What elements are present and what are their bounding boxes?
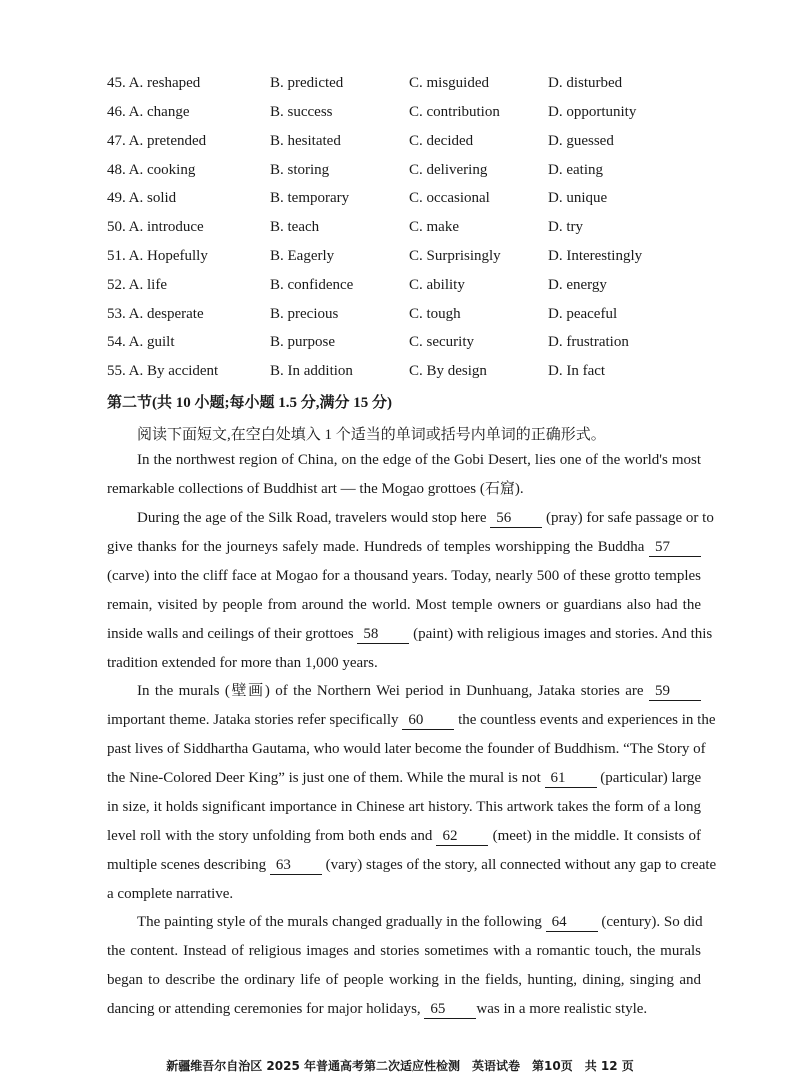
option-c: C. By design xyxy=(409,363,487,379)
text-line: remain, visited by people from around the world. Most temple owners or guardians also had the xyxy=(107,597,701,613)
option-c: C. occasional xyxy=(409,190,490,206)
option-b: B. In addition xyxy=(270,363,353,379)
option-row-49 xyxy=(107,190,707,218)
option-row-47 xyxy=(107,133,707,161)
option-d: D. frustration xyxy=(548,334,629,350)
text: (pray) for safe passage or to xyxy=(546,510,714,526)
option-row-46 xyxy=(107,104,707,132)
option-a: 50. A. introduce xyxy=(107,219,204,235)
text-line: a complete narrative. xyxy=(107,886,234,902)
blank-60[interactable]: 60 xyxy=(402,712,454,730)
option-d: D. Interestingly xyxy=(548,248,643,264)
text-line: remarkable collections of Buddhist art — the Mogao grottoes (石窟). xyxy=(107,481,524,497)
text: During the age of the Silk Road, travelers would stop here xyxy=(137,510,487,526)
option-c: C. ability xyxy=(409,277,465,293)
option-b: B. predicted xyxy=(270,75,344,91)
option-row-54 xyxy=(107,334,707,362)
option-b: B. Eagerly xyxy=(270,248,335,264)
text: (century). So did xyxy=(601,914,703,930)
option-c: C. tough xyxy=(409,306,461,322)
text-line xyxy=(107,706,716,735)
option-d: D. try xyxy=(548,219,583,235)
text: (paint) with religious images and stories. And this xyxy=(413,626,713,642)
text-line: began to describe the ordinary life of people working in the fields, hunting, dining, singing and xyxy=(107,972,701,988)
section-heading: 第二节(共 10 小题;每小题 1.5 分,满分 15 分) xyxy=(107,395,392,411)
option-row-53 xyxy=(107,306,707,334)
option-c: C. decided xyxy=(409,133,474,149)
text: the countless events and experiences in the xyxy=(458,712,716,728)
option-a: 48. A. cooking xyxy=(107,162,196,178)
option-b: B. teach xyxy=(270,219,320,235)
text: In the murals (壁画) of the Northern Wei period in Dunhuang, Jataka stories are xyxy=(137,683,644,699)
text-line xyxy=(107,908,701,937)
section-instruction: 阅读下面短文,在空白处填入 1 个适当的单词或括号内单词的正确形式。 xyxy=(137,427,606,443)
text-line xyxy=(107,851,717,880)
option-b: B. success xyxy=(270,104,333,120)
option-a: 51. A. Hopefully xyxy=(107,248,208,264)
option-row-48 xyxy=(107,162,707,190)
text: the Nine-Colored Deer King” is just one of them. While the mural is not xyxy=(107,770,541,786)
option-d: D. guessed xyxy=(548,133,614,149)
text: multiple scenes describing xyxy=(107,857,267,873)
option-row-50 xyxy=(107,219,707,247)
option-a: 45. A. reshaped xyxy=(107,75,201,91)
text-line xyxy=(107,620,713,649)
option-c: C. make xyxy=(409,219,459,235)
blank-56[interactable]: 56 xyxy=(490,510,542,528)
option-d: D. peaceful xyxy=(548,306,618,322)
paragraph-3 xyxy=(107,677,717,909)
option-a: 46. A. change xyxy=(107,104,190,120)
option-d: D. opportunity xyxy=(548,104,637,120)
text: inside walls and ceilings of their grottoes xyxy=(107,626,354,642)
blank-65[interactable]: 65 xyxy=(424,1001,476,1019)
text-line xyxy=(107,533,701,562)
option-a: 49. A. solid xyxy=(107,190,177,206)
text: (vary) stages of the story, all connected without any gap to create xyxy=(325,857,717,873)
option-a: 47. A. pretended xyxy=(107,133,207,149)
blank-64[interactable]: 64 xyxy=(546,914,598,932)
text-line xyxy=(107,504,714,533)
text: The painting style of the murals changed gradually in the following xyxy=(137,914,542,930)
option-d: D. disturbed xyxy=(548,75,623,91)
option-row-51 xyxy=(107,248,707,276)
text-line: past lives of Siddhartha Gautama, who would later become the founder of Buddhism. “The Story of xyxy=(107,741,706,757)
text-line: In the northwest region of China, on the edge of the Gobi Desert, lies one of the world's most xyxy=(137,452,701,468)
option-c: C. misguided xyxy=(409,75,490,91)
option-a: 54. A. guilt xyxy=(107,334,175,350)
option-row-52 xyxy=(107,277,707,305)
text: important theme. Jataka stories refer specifically xyxy=(107,712,399,728)
blank-61[interactable]: 61 xyxy=(545,770,597,788)
text: was in a more realistic style. xyxy=(476,1001,648,1017)
text-line: tradition extended for more than 1,000 years. xyxy=(107,655,378,671)
text-line xyxy=(107,764,701,793)
text-line xyxy=(107,677,701,706)
option-c: C. security xyxy=(409,334,474,350)
paragraph-4 xyxy=(107,908,701,1024)
option-b: B. precious xyxy=(270,306,339,322)
option-row-45 xyxy=(107,75,707,103)
text: (meet) in the middle. It consists of xyxy=(492,828,702,844)
text-line: in size, it holds significant importance in Chinese art history. This artwork takes the form of a long xyxy=(107,799,701,815)
option-c: C. contribution xyxy=(409,104,500,120)
text: level roll with the story unfolding from both ends and xyxy=(107,828,433,844)
text-line: (carve) into the cliff face at Mogao for a thousand years. Today, nearly 500 of these grotto temples xyxy=(107,568,701,584)
text: (particular) large xyxy=(600,770,702,786)
text-line: the content. Instead of religious images and stories sometimes with a romantic touch, the murals xyxy=(107,943,701,959)
option-row-55 xyxy=(107,363,707,391)
option-d: D. energy xyxy=(548,277,607,293)
option-a: 53. A. desperate xyxy=(107,306,204,322)
option-d: D. In fact xyxy=(548,363,606,379)
blank-62[interactable]: 62 xyxy=(436,828,488,846)
blank-58[interactable]: 58 xyxy=(357,626,409,644)
option-c: C. Surprisingly xyxy=(409,248,501,264)
option-b: B. storing xyxy=(270,162,330,178)
option-b: B. confidence xyxy=(270,277,354,293)
text: give thanks for the journeys safely made. Hundreds of temples worshipping the Buddha xyxy=(107,539,645,555)
blank-63[interactable]: 63 xyxy=(270,857,322,875)
option-b: B. purpose xyxy=(270,334,335,350)
blank-57[interactable]: 57 xyxy=(649,539,701,557)
option-a: 52. A. life xyxy=(107,277,167,293)
paragraph-1 xyxy=(107,446,701,504)
text-line xyxy=(107,995,701,1024)
option-b: B. hesitated xyxy=(270,133,341,149)
text-line xyxy=(107,822,701,851)
paragraph-2 xyxy=(107,504,714,678)
option-a: 55. A. By accident xyxy=(107,363,219,379)
option-b: B. temporary xyxy=(270,190,350,206)
option-c: C. delivering xyxy=(409,162,488,178)
page-footer: 新疆维吾尔自治区 2025 年普通高考第二次适应性检测 英语试卷 第10页 共 12 页 xyxy=(166,1059,634,1073)
blank-59[interactable]: 59 xyxy=(649,683,701,701)
option-d: D. unique xyxy=(548,190,608,206)
option-d: D. eating xyxy=(548,162,603,178)
text: dancing or attending ceremonies for major holidays, xyxy=(107,1001,421,1017)
